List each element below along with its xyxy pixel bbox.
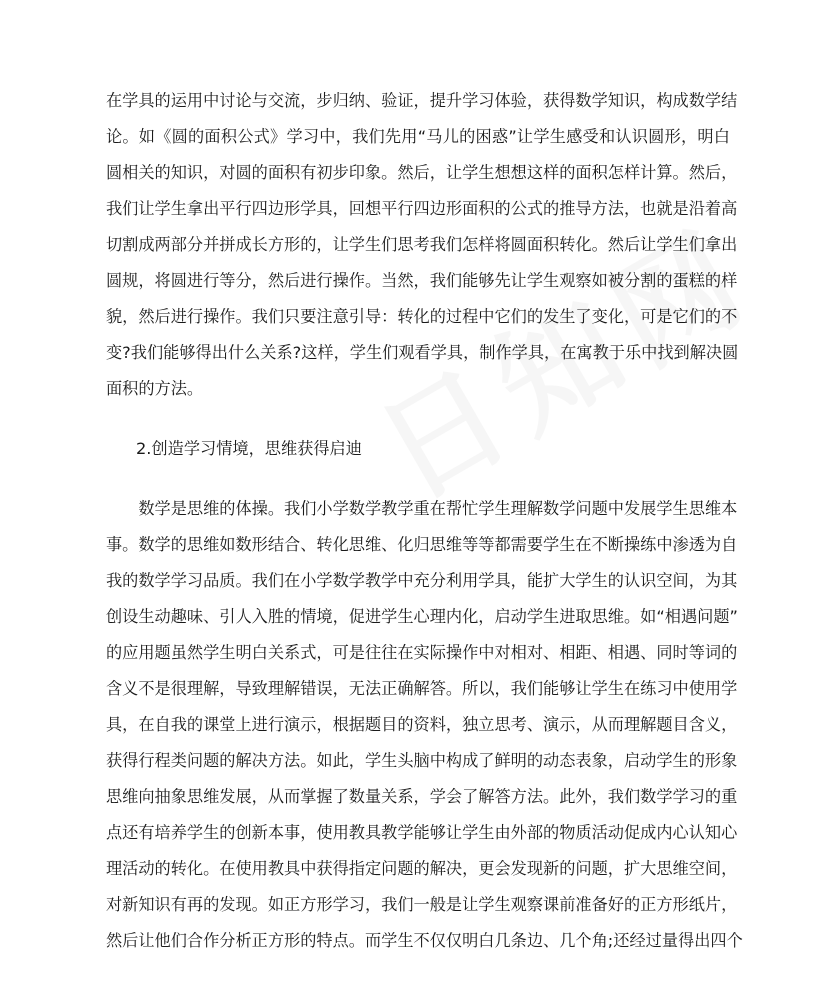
paragraph-line: 获得行程类问题的解决方法。如此，学生头脑中构成了鲜明的动态表象，启动学生的形象 [106, 751, 738, 770]
paragraph-line: 创设生动趣味、引人入胜的情境，促进学生心理内化，启动学生进取思维。如“相遇问题” [106, 607, 738, 626]
paragraph-line: 貌，然后进行操作。我们只要注意引导：转化的过程中它们的发生了变化，可是它们的不 [106, 307, 738, 326]
paragraph-line: 思维向抽象思维发展，从而掌握了数量关系，学会了解答方法。此外，我们数学学习的重 [106, 787, 738, 806]
paragraph-line: 具，在自我的课堂上进行演示，根据题目的资料，独立思考、演示，从而理解题目含义， [106, 715, 738, 734]
paragraph-line: 理活动的转化。在使用教具中获得指定问题的解决，更会发现新的问题，扩大思维空间， [106, 859, 738, 878]
paragraph-line: 点还有培养学生的创新本事，使用教具教学能够让学生由外部的物质活动促成内心认知心 [106, 823, 738, 842]
paragraph-line: 对新知识有再的发现。如正方形学习，我们一般是让学生观察课前准备好的正方形纸片， [106, 895, 738, 914]
paragraph-line: 面积的方法。 [106, 379, 204, 398]
paragraph-line: 我们让学生拿出平行四边形学具，回想平行四边形面积的公式的推导方法，也就是沿着高 [106, 199, 738, 218]
paragraph-line: 在学具的运用中讨论与交流，步归纳、验证，提升学习体验，获得数学知识，构成数学结 [106, 91, 738, 110]
paragraph-line: 数学是思维的体操。我们小学数学教学重在帮忙学生理解数学问题中发展学生思维本 [106, 499, 738, 518]
paragraph-line: 然后让他们合作分析正方形的特点。而学生不仅仅明白几条边、几个角;还经过量得出四个 [106, 931, 743, 950]
paragraph-line: 圆相关的知识，对圆的面积有初步印象。然后，让学生想想这样的面积怎样计算。然后， [106, 163, 738, 182]
paragraph-line: 我的数学学习品质。我们在小学数学教学中充分利用学具，能扩大学生的认识空间，为其 [106, 571, 738, 590]
paragraph-line: 圆规，将圆进行等分，然后进行操作。当然，我们能够先让学生观察如被分割的蛋糕的样 [106, 271, 738, 290]
paragraph-line: 含义不是很理解，导致理解错误，无法正确解答。所以，我们能够让学生在练习中使用学 [106, 679, 738, 698]
paragraph-line: 事。数学的思维如数形结合、转化思维、化归思维等等都需要学生在不断操练中渗透为自 [106, 535, 738, 554]
paragraph-line: 论。如《圆的面积公式》学习中，我们先用“马儿的困惑”让学生感受和认识圆形，明白 [106, 127, 730, 146]
section-heading: 2.创造学习情境，思维获得启迪 [136, 439, 362, 458]
paragraph-line: 切割成两部分并拼成长方形的，让学生们思考我们怎样将圆面积转化。然后让学生们拿出 [106, 235, 738, 254]
paragraph-line: 变?我们能够得出什么关系?这样，学生们观看学具，制作学具，在寓教于乐中找到解决圆 [106, 343, 739, 362]
paragraph-line: 的应用题虽然学生明白关系式，可是往往在实际操作中对相对、相距、相遇、同时等词的 [106, 643, 738, 662]
